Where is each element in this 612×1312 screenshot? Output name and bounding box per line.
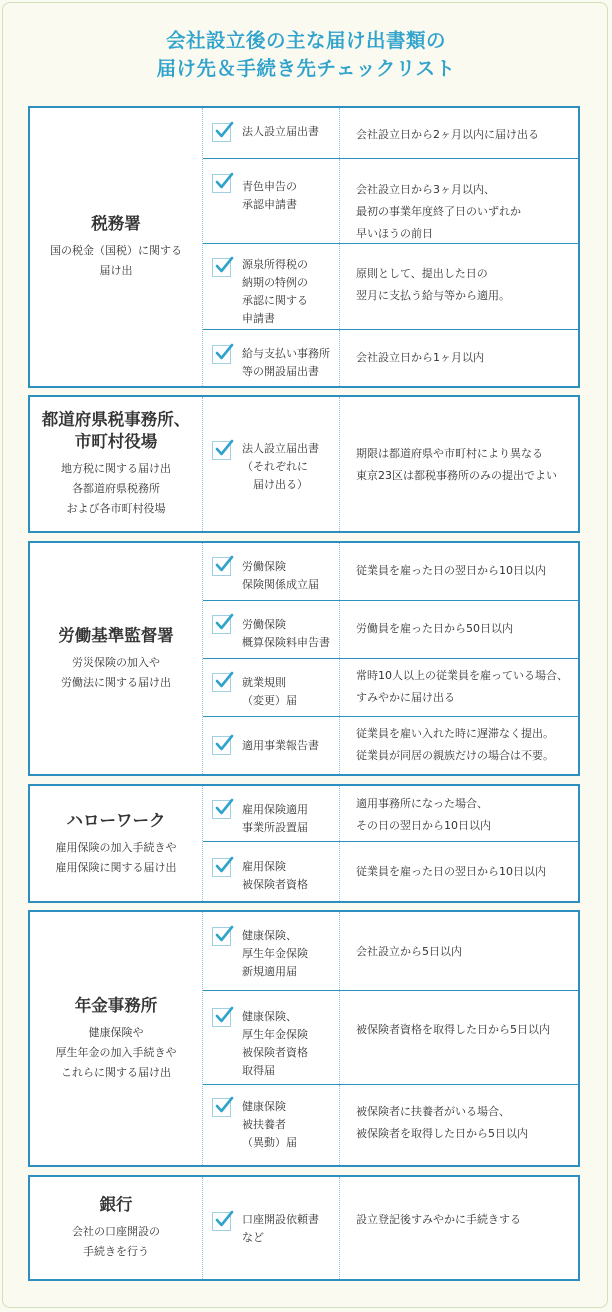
office-group: [28, 106, 580, 388]
office-group: [28, 1175, 580, 1281]
checkmark-icon: [213, 255, 235, 277]
deadline-line: 従業員を雇い入れた時に遅滞なく提出。: [356, 727, 554, 740]
office-group: [28, 910, 580, 1167]
deadline-line: 東京23区は都税事務所のみの提出でよい: [356, 469, 557, 482]
checkbox[interactable]: [212, 1098, 231, 1117]
deadline-text: [356, 560, 574, 582]
checkbox[interactable]: [212, 736, 231, 755]
document-name-line: （異動）届: [242, 1136, 297, 1149]
office-name: 都道府県税事務所、 市町村役場: [41, 410, 191, 451]
document-name-line: 承認に関する: [242, 294, 308, 307]
office-name: 税務署: [91, 214, 141, 233]
document-row: [203, 1085, 578, 1165]
document-name-line: 届け出る）: [242, 478, 308, 491]
document-name-line: 健康保険、: [242, 929, 297, 942]
document-name-line: 被保険者資格: [242, 1046, 308, 1059]
checkmark-icon: [213, 797, 235, 819]
checkbox[interactable]: [212, 858, 231, 877]
office-name: 銀行: [99, 1195, 133, 1214]
deadline-line: 翌月に支払う給与等から適用。: [356, 289, 510, 302]
document-name-line: 源泉所得税の: [242, 258, 308, 271]
office-description: [61, 653, 171, 693]
deadline-line: 会社設立日から1ヶ月以内: [356, 351, 484, 364]
document-name-line: 労働保険: [242, 560, 286, 573]
column-divider: [339, 397, 340, 531]
checkbox[interactable]: [212, 800, 231, 819]
office-name: 年金事務所: [74, 995, 158, 1015]
document-name-line: 雇用保険適用: [242, 803, 308, 816]
column-divider: [339, 1085, 340, 1165]
document-name-line: （それぞれに: [242, 460, 308, 473]
document-name-line: 適用事業報告書: [242, 739, 319, 752]
deadline-line: 常時10人以上の従業員を雇っている場合、: [356, 669, 568, 682]
checkmark-icon: [213, 438, 235, 460]
checkmark-icon: [213, 924, 235, 946]
document-name: [242, 801, 342, 837]
checkbox[interactable]: [212, 441, 231, 460]
office-cell: [30, 786, 203, 901]
document-name-line: 等の開設届出書: [242, 365, 319, 378]
checkbox[interactable]: [212, 345, 231, 364]
checkmark-icon: [213, 733, 235, 755]
document-name: [242, 616, 342, 652]
deadline-line: 従業員が同居の親族だけの場合は不要。: [356, 749, 554, 762]
deadline-text: [356, 723, 574, 767]
column-divider: [339, 991, 340, 1084]
deadline-line: 被保険者に扶養者がいる場合、: [356, 1105, 510, 1118]
document-name: [242, 1211, 342, 1247]
checkbox[interactable]: [212, 557, 231, 576]
deadline-line: 被保険者資格を取得した日から5日以内: [356, 1023, 550, 1036]
office-description-line: 各都道府県税務所: [72, 482, 160, 495]
document-name-line: 厚生年金保険: [242, 1028, 308, 1041]
title-line-2: 届け先＆手続き先チェックリスト: [156, 57, 456, 80]
deadline-text: [356, 861, 574, 883]
document-rows: [203, 786, 578, 901]
document-name-line: 取得届: [242, 1064, 275, 1077]
document-rows: [203, 108, 578, 386]
deadline-text: [356, 1019, 574, 1041]
checkbox[interactable]: [212, 673, 231, 692]
deadline-line: 期限は都道府県や市町村により異なる: [356, 447, 543, 460]
checkbox[interactable]: [212, 927, 231, 946]
deadline-line: すみやかに届け出る: [356, 691, 455, 704]
document-row: [203, 543, 578, 601]
office-name: ハローワーク: [66, 810, 166, 830]
document-row: [203, 330, 578, 386]
deadline-line: 会社設立日から2ヶ月以内に届け出る: [356, 128, 539, 141]
checkmark-icon: [213, 1005, 235, 1027]
column-divider: [339, 601, 340, 658]
office-description-line: 会社の口座開設の: [72, 1225, 160, 1238]
deadline-text: [356, 124, 574, 146]
deadline-text: [356, 665, 574, 709]
document-row: [203, 159, 578, 244]
office-cell: [30, 108, 203, 386]
office-description-line: 労災保険の加入や: [72, 655, 160, 669]
column-divider: [339, 786, 340, 841]
column-divider: [339, 159, 340, 243]
document-name: [242, 178, 342, 214]
title-line-1: 会社設立後の主な届け出書類の: [165, 29, 446, 52]
document-name-line: 承認申請書: [242, 198, 297, 211]
deadline-line: 被保険者を取得した日から5日以内: [356, 1127, 528, 1140]
office-description: [72, 1222, 160, 1262]
deadline-text: [356, 347, 574, 369]
deadline-line: 設立登記後すみやかに手続きする: [356, 1213, 521, 1226]
checkbox[interactable]: [212, 1212, 231, 1231]
office-description-line: 国の税金（国税）に関する: [50, 244, 182, 257]
office-description: [56, 838, 177, 878]
deadline-line: 原則として、提出した日の: [356, 267, 488, 280]
deadline-line: 会社設立から5日以内: [356, 945, 462, 958]
checkmark-icon: [213, 342, 235, 364]
deadline-line: 適用事務所になった場合、: [356, 797, 488, 810]
office-description-line: 届け出: [99, 264, 133, 277]
column-divider: [339, 842, 340, 901]
deadline-line: その日の翌日から10日以内: [356, 819, 491, 832]
document-row: [203, 786, 578, 842]
document-row: [203, 842, 578, 901]
document-name-line: 被保険者資格: [242, 878, 308, 891]
office-name: 労働基準監督署: [58, 625, 174, 645]
column-divider: [339, 1177, 340, 1279]
document-rows: [203, 397, 578, 531]
page-title: [0, 27, 612, 83]
document-rows: [203, 543, 578, 774]
checkmark-icon: [213, 612, 235, 634]
document-name-line: 法人設立届出書: [242, 125, 319, 138]
office-group: [28, 784, 580, 903]
document-name-line: 事業所設置届: [242, 821, 308, 834]
office-description: [50, 241, 182, 281]
document-name: [242, 858, 342, 894]
column-divider: [339, 244, 340, 329]
deadline-line: 会社設立日から3ヶ月以内、: [356, 183, 495, 196]
column-divider: [339, 108, 340, 158]
document-name: [242, 345, 342, 381]
document-name-line: 口座開設依頼書: [242, 1213, 319, 1226]
office-cell: [30, 543, 203, 774]
document-row: [203, 108, 578, 159]
deadline-text: [356, 1209, 574, 1231]
office-description-line: 雇用保険の加入手続きや: [55, 840, 177, 854]
document-name-line: 保険関係成立届: [242, 578, 319, 591]
deadline-text: [356, 941, 574, 963]
document-name: [242, 558, 342, 594]
office-description-line: 厚生年金の加入手続きや: [55, 1045, 177, 1059]
office-description-line: 労働法に関する届け出: [61, 675, 171, 689]
document-row: [203, 991, 578, 1085]
document-row: [203, 244, 578, 330]
document-rows: [203, 1177, 578, 1279]
document-row: [203, 912, 578, 991]
checkmark-icon: [213, 855, 235, 877]
checkmark-icon: [213, 554, 235, 576]
deadline-line: 従業員を雇った日の翌日から10日以内: [356, 865, 546, 878]
document-name: [242, 256, 342, 328]
column-divider: [339, 659, 340, 716]
document-name-line: 青色申告の: [242, 180, 297, 193]
document-name: [242, 123, 342, 141]
document-name: [242, 737, 342, 755]
document-name-line: 就業規則: [242, 676, 286, 689]
checkbox[interactable]: [212, 258, 231, 277]
document-name-line: 法人設立届出書: [242, 442, 319, 455]
checkbox[interactable]: [212, 174, 231, 193]
checkbox[interactable]: [212, 123, 231, 142]
office-description-line: これらに関する届け出: [61, 1065, 171, 1079]
deadline-line: 労働員を雇った日から50日以内: [356, 622, 513, 635]
document-name-line: など: [242, 1231, 264, 1244]
deadline-line: 従業員を雇った日の翌日から10日以内: [356, 564, 546, 577]
document-name: [242, 440, 342, 494]
document-name-line: 申請書: [242, 312, 275, 325]
office-cell: [30, 1177, 203, 1279]
checkmark-icon: [213, 1095, 235, 1117]
document-name-line: 健康保険、: [242, 1010, 297, 1023]
deadline-line: 早いほうの前日: [356, 227, 433, 240]
document-name: [242, 1008, 342, 1080]
document-row: [203, 601, 578, 659]
checkmark-icon: [213, 120, 235, 142]
office-cell: [30, 912, 203, 1165]
deadline-text: [356, 179, 574, 245]
deadline-text: [356, 1101, 574, 1145]
document-name-line: 概算保険料申告書: [242, 636, 330, 649]
document-row: [203, 397, 578, 531]
deadline-text: [356, 793, 574, 837]
document-name-line: 給与支払い事務所: [242, 347, 330, 360]
document-name: [242, 927, 342, 981]
checkmark-icon: [213, 670, 235, 692]
deadline-text: [356, 443, 574, 487]
document-name-line: （変更）届: [242, 694, 297, 707]
office-description-line: 手続きを行う: [83, 1245, 149, 1258]
office-description-line: 雇用保険に関する届け出: [55, 860, 177, 874]
checkbox[interactable]: [212, 615, 231, 634]
document-row: [203, 659, 578, 717]
document-name: [242, 674, 342, 710]
office-description: [56, 1023, 177, 1083]
document-row: [203, 1177, 578, 1279]
office-description-line: および各市町村役場: [66, 502, 166, 515]
office-description: [61, 459, 171, 519]
deadline-text: [356, 263, 574, 307]
office-description-line: 健康保険や: [88, 1025, 144, 1039]
column-divider: [339, 330, 340, 386]
document-name-line: 被扶養者: [242, 1118, 286, 1131]
column-divider: [339, 543, 340, 600]
column-divider: [339, 717, 340, 774]
office-cell: [30, 397, 203, 531]
column-divider: [339, 912, 340, 990]
checkmark-icon: [213, 171, 235, 193]
office-group: [28, 395, 580, 533]
office-description-line: 地方税に関する届け出: [61, 462, 171, 475]
document-name-line: 労働保険: [242, 618, 286, 631]
document-name-line: 厚生年金保険: [242, 947, 308, 960]
deadline-line: 最初の事業年度終了日のいずれか: [356, 205, 521, 218]
document-name-line: 健康保険: [242, 1100, 286, 1113]
document-rows: [203, 912, 578, 1165]
document-name-line: 新規適用届: [242, 965, 297, 978]
checkbox[interactable]: [212, 1008, 231, 1027]
deadline-text: [356, 618, 574, 640]
office-group: [28, 541, 580, 776]
checkmark-icon: [213, 1209, 235, 1231]
document-name-line: 納期の特例の: [242, 276, 308, 289]
document-name-line: 雇用保険: [242, 860, 286, 873]
document-row: [203, 717, 578, 774]
document-name: [242, 1098, 342, 1152]
